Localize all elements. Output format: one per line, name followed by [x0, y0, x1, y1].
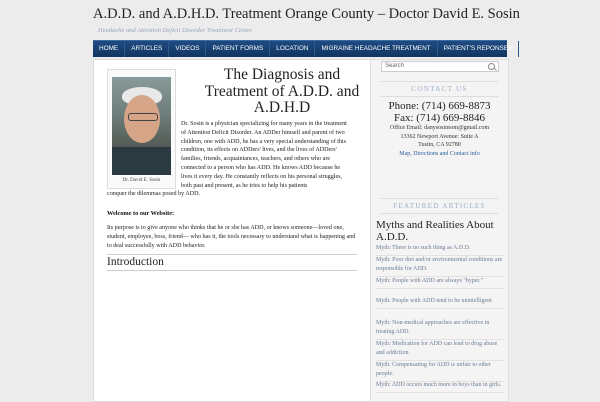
- nav-item-migraine[interactable]: MIGRAINE HEADACHE TREATMENT: [315, 41, 437, 57]
- nav-item-patient-responses[interactable]: PATIENT'S REPONSES: [438, 41, 520, 57]
- main-nav: [93, 40, 513, 57]
- contact-details: [371, 124, 508, 158]
- myth-item[interactable]: Myth: Medication for ADD can lead to drug abuse and addiction.: [376, 340, 504, 361]
- myth-item[interactable]: Myth: Compensating for ADD is unfair to other people.: [376, 361, 504, 382]
- doctor-photo-frame: [107, 69, 176, 189]
- photo-glasses: [128, 113, 158, 121]
- featured-article-heading[interactable]: Myths and Realities About A.D.D.: [376, 219, 494, 243]
- purpose-paragraph: Its purpose is to give anyone who thinks that he or she has ADD, or knows someone—loved one, student, employee, boss, friend— who has it, the tools necessary to understand what is happening and to deal successfully with ADD behavior.: [107, 225, 356, 249]
- map-directions-link[interactable]: Map, Directions and Contact info: [399, 150, 480, 157]
- contact-address-line1: 13362 Newport Avenue: Suite A: [400, 133, 479, 140]
- myth-item[interactable]: Myth: People with ADD tend to be unintelligent: [376, 297, 504, 309]
- site-title[interactable]: A.D.D. and A.D.H.D. Treatment Orange County – Doctor David E. Sosin: [93, 6, 520, 22]
- section-divider-top: [107, 254, 357, 255]
- nav-item-articles[interactable]: ARTICLES: [125, 41, 169, 57]
- nav-item-location[interactable]: LOCATION: [270, 41, 315, 57]
- intro-paragraph: Dr. Sosin is a physician specializing for many years in the treatment of Attention Deficit Disorder. An ADDer himself and parent of two children, one with ADD, he has a very special understanding of this condition, its effects on ADDers' lives, and the lives of ADDers' families, friends, acquaintances, teachers, and others who are connected to a person who has ADD. He knows ADD because he lives it every day. He constantly reflects on his personal struggles, both past and present, as he tries to help his patients: [181, 121, 347, 189]
- nav-item-patient-forms[interactable]: PATIENT FORMS: [206, 41, 270, 57]
- contact-phone: Phone: (714) 669-8873: [388, 100, 491, 112]
- sidebar: [370, 59, 509, 402]
- myth-item[interactable]: Myth: ADD occurs much more in boys than in girls.: [376, 381, 504, 393]
- main-content: [93, 59, 371, 402]
- page-title: The Diagnosis and Treatment of A.D.D. and A.D.H.D: [204, 66, 360, 116]
- introduction-heading: Introduction: [107, 256, 164, 268]
- nav-item-videos[interactable]: VIDEOS: [169, 41, 206, 57]
- myth-item[interactable]: Myth: Non-medical approaches are effective in treating ADD.: [376, 319, 504, 340]
- myth-item[interactable]: Myth: Poor diet and/or environmental conditions are responsible for ADD.: [376, 256, 504, 277]
- featured-widget-title: FEATURED ARTICLES: [381, 198, 498, 214]
- search-input[interactable]: [381, 61, 499, 72]
- contact-phone-fax: [371, 101, 508, 124]
- site-tagline: Headache and Attention Deficit Disorder Treatment Center: [98, 27, 253, 34]
- welcome-heading: Welcome to our Website:: [107, 210, 175, 217]
- contact-fax: Fax: (714) 669-8846: [393, 111, 486, 124]
- nav-item-home[interactable]: HOME: [93, 41, 125, 57]
- contact-widget-title: CONTACT US: [381, 81, 498, 97]
- doctor-photo: [112, 77, 171, 175]
- contact-email: Office Email: danysosinsom@gmail.com: [389, 125, 490, 131]
- photo-shirt: [112, 147, 171, 175]
- search-icon[interactable]: [488, 63, 495, 70]
- photo-caption: Dr. David E. Sosin: [122, 178, 161, 183]
- section-divider-bottom: [107, 270, 357, 271]
- contact-address-line2: Tustin, CA 92780: [418, 142, 461, 148]
- intro-paragraph-tail: conquer the dilemmas posed by ADD.: [107, 191, 201, 197]
- myth-item[interactable]: Myth: People with ADD are always "hyper.": [376, 277, 504, 289]
- myth-item[interactable]: Myth: There is no such thing as A.D.D.: [376, 244, 504, 256]
- search-placeholder: Search: [385, 63, 405, 69]
